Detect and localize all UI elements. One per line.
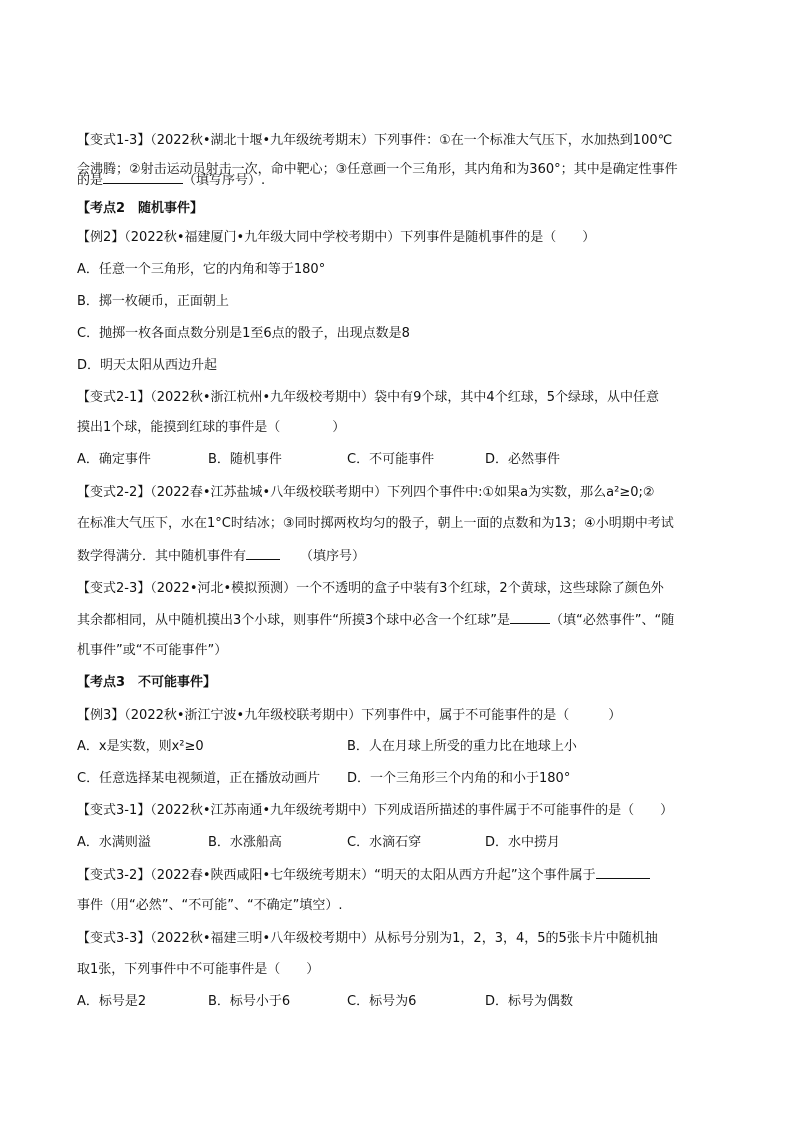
v33-option-b: B．标号小于6 [208,994,291,1009]
v22-line2: 在标准大气压下，水在1°C时结冰；③同时掷两枚均匀的骰子，朝上一面的点数和为13；④小明期中考试 [77,516,674,531]
ex2-option-b: B．掷一枚硬币，正面朝上 [77,294,229,309]
v13-line1: 【变式1-3】（2022秋•湖北十堰•九年级统考期末）下列事件：①在一个标准大气压下，水加热到100℃ [77,133,673,148]
ex3-option-a: A．x是实数，则x²≥0 [77,739,204,754]
v22-line1: 【变式2-2】（2022春•江苏盐城•八年级校联考期中）下列四个事件中:①如果a为实数，那么a²≥0;② [77,485,655,500]
v21-option-a: A．确定事件 [77,452,151,467]
v22-line3-a: 数学得满分．其中随机事件有 [77,549,247,564]
v13-line2: 会沸腾；②射击运动员射击一次，命中靶心；③任意画一个三角形，其内角和为360°；其中是确定性事件 [77,162,678,177]
v32-line1 [77,865,650,886]
v21-option-b: B．随机事件 [208,452,282,467]
v31-question: 【变式3-1】（2022秋•江苏南通•九年级统考期中）下列成语所描述的事件属于不可能事件的是（ ） [77,803,674,818]
v13-line3-b: （填写序号）. [183,173,266,188]
v22-line3-b: （填序号） [300,549,366,564]
v21-line1: 【变式2-1】（2022秋•浙江杭州•九年级校考期中）袋中有9个球，其中4个红球，5个绿球，从中任意 [77,390,659,405]
section-heading-3: 【考点3 不可能事件】 [77,675,217,690]
ex3-option-c: C．任意选择某电视频道，正在播放动画片 [77,771,321,786]
v33-option-c: C．标号为6 [347,994,417,1009]
v31-option-d: D．水中捞月 [485,835,561,850]
v13-line3-a: 的是 [77,173,104,188]
ex2-option-a: A．任意一个三角形，它的内角和等于180° [77,262,326,277]
v23-line2-a: 其余都相同，从中随机摸出3个小球，则事件“所摸3个球中必含一个红球”是 [77,613,511,628]
ex3-option-d: D．一个三角形三个内角的和小于180° [347,771,571,786]
v31-option-a: A．水满则溢 [77,835,151,850]
ex2-option-c: C．抛掷一枚各面点数分别是1至6点的骰子，出现点数是8 [77,326,410,341]
v13-line3 [77,170,265,191]
v33-option-d: D．标号为偶数 [485,994,574,1009]
ex3-option-b: B．人在月球上所受的重力比在地球上小 [347,739,577,754]
v32-line2: 事件（用“必然”、“不可能”、“不确定”填空）. [77,898,343,913]
answer-blank[interactable] [596,865,650,879]
v33-line2: 取1张，下列事件中不可能事件是（ ） [77,962,320,977]
v23-line1: 【变式2-3】（2022•河北•模拟预测）一个不透明的盒子中装有3个红球，2个黄球，这些球除了颜色外 [77,581,664,596]
section-heading-2: 【考点2 随机事件】 [77,201,204,216]
v33-line1: 【变式3-3】（2022秋•福建三明•八年级校考期中）从标号分别为1，2，3，4，5的5张卡片中随机抽 [77,931,658,946]
v22-line3 [77,546,365,567]
v31-option-b: B．水涨船高 [208,835,282,850]
ex2-question: 【例2】（2022秋•福建厦门•九年级大同中学校考期中）下列事件是随机事件的是（ ） [77,230,596,245]
v21-option-c: C．不可能事件 [347,452,435,467]
v31-option-c: C．水滴石穿 [347,835,422,850]
v21-line2: 摸出1个球，能摸到红球的事件是（ ） [77,420,346,435]
ex2-option-d: D．明天太阳从西边升起 [77,358,218,373]
v33-option-a: A．标号是2 [77,994,147,1009]
v21-option-d: D．必然事件 [485,452,561,467]
v32-line1-text: 【变式3-2】（2022春•陕西咸阳•七年级统考期末）“明天的太阳从西方升起”这个事件属于 [77,868,596,883]
answer-blank[interactable] [246,546,280,560]
v23-line2-b: （填“必然事件”、“随 [550,613,675,628]
ex3-question: 【例3】（2022秋•浙江宁波•九年级校联考期中）下列事件中，属于不可能事件的是（ ） [77,708,622,723]
answer-blank[interactable] [510,610,550,624]
answer-blank[interactable] [103,170,183,184]
v23-line2 [77,610,674,631]
v23-line3: 机事件”或“不可能事件”） [77,643,228,658]
